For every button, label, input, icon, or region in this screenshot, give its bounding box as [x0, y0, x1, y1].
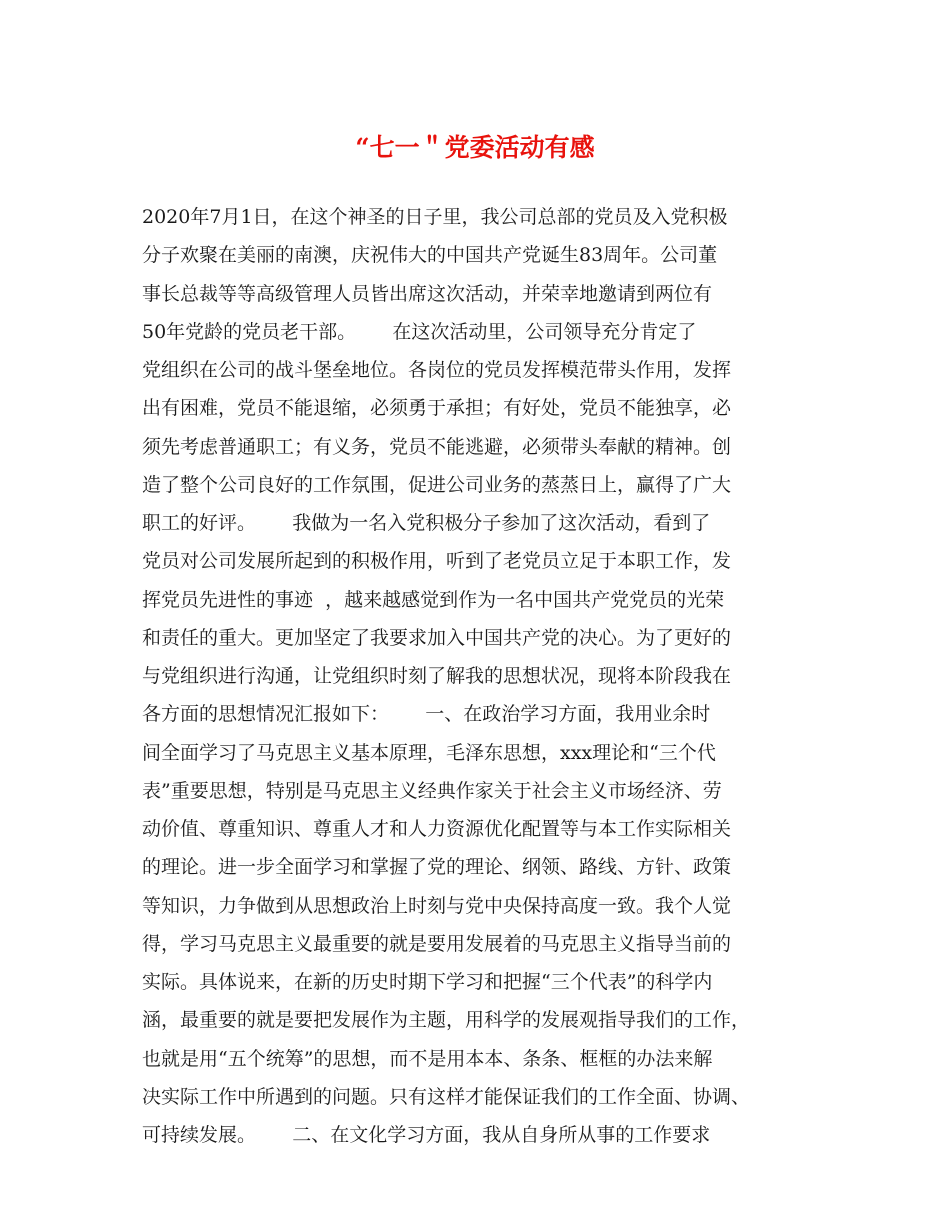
body-line: 与党组织进行沟通，让党组织时刻了解我的思想状况，现将本阶段我在 [142, 665, 732, 687]
body-line: 挥党员先进性的事迹 ，越来越感觉到作为一名中国共产党党员的光荣 [142, 588, 725, 611]
body-line: 党员对公司发展所起到的积极作用，听到了老党员立足于本职工作，发 [142, 550, 732, 573]
page-title: “七一＂党委活动有感 [355, 133, 595, 162]
body-line: 和责任的重大。更加坚定了我要求加入中国共产党的决心。为了更好的 [142, 626, 732, 649]
body-line: 造了整个公司良好的工作氛围，促进公司业务的蒸蒸日上，赢得了广大 [142, 473, 732, 496]
body-line: 职工的好评。 我做为一名入党积极分子参加了这次活动，看到了 [142, 512, 711, 534]
body-line: 决实际工作中所遇到的问题。只有这样才能保证我们的工作全面、协调、 [142, 1085, 751, 1108]
body-line: 可持续发展。 二、在文化学习方面，我从自身所从事的工作要求 [142, 1124, 711, 1146]
body-line: 50年党龄的党员老干部。 在这次活动里，公司领导充分肯定了 [142, 320, 697, 343]
body-line: 动价值、尊重知识、尊重人才和人力资源优化配置等与本工作实际相关 [142, 818, 732, 840]
body-line: 分子欢聚在美丽的南澳，庆祝伟大的中国共产党诞生83周年。公司董 [142, 244, 718, 267]
body-line: 党组织在公司的战斗堡垒地位。各岗位的党员发挥模范带头作用，发挥 [142, 359, 732, 381]
body-line: 间全面学习了马克思主义基本原理，毛泽东思想，xxx理论和“三个代 [142, 741, 716, 764]
body-text [142, 198, 822, 1154]
body-line: 得，学习马克思主义最重要的就是要用发展着的马克思主义指导当前的 [142, 932, 732, 955]
body-line: 表”重要思想，特别是马克思主义经典作家关于社会主义市场经济、劳 [142, 779, 722, 802]
body-line: 实际。具体说来，在新的历史时期下学习和把握“三个代表”的科学内 [142, 971, 713, 993]
body-line: 事长总裁等等高级管理人员皆出席这次活动，并荣幸地邀请到两位有 [142, 282, 713, 305]
body-line: 的理论。进一步全面学习和掌握了党的理论、纲领、路线、方针、政策 [142, 856, 732, 879]
body-line: 2020年7月1日，在这个神圣的日子里，我公司总部的党员及入党积极 [142, 206, 728, 228]
body-line: 各方面的思想情况汇报如下： 一、在政治学习方面，我用业余时 [142, 703, 711, 726]
body-line: 等知识，力争做到从思想政治上时刻与党中央保持高度一致。我个人觉 [142, 894, 732, 917]
body-line: 出有困难，党员不能退缩，必须勇于承担；有好处，党员不能独享，必 [142, 397, 732, 420]
body-line: 涵，最重要的就是要把发展作为主题，用科学的发展观指导我们的工作， [142, 1009, 751, 1032]
body-line: 须先考虑普通职工；有义务，党员不能逃避，必须带头奉献的精神。创 [142, 435, 732, 458]
body-line: 也就是用“五个统筹”的思想，而不是用本本、条条、框框的办法来解 [142, 1047, 713, 1070]
